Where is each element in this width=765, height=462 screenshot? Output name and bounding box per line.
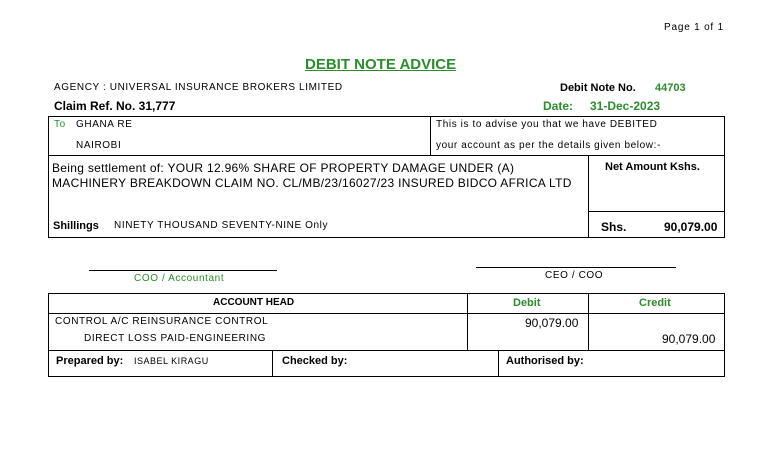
authorised-by-label: Authorised by: [506,355,584,367]
ceo-signature-caption: CEO / COO [545,270,604,281]
row-2-credit: 90,079.00 [662,332,716,346]
account-head-header: ACCOUNT HEAD [213,297,295,308]
document-title: DEBIT NOTE ADVICE [305,56,457,73]
coo-signature-line [89,270,277,271]
to-name: GHANA RE [76,119,133,130]
agency-line: AGENCY : UNIVERSAL INSURANCE BROKERS LIMITED [54,82,343,93]
row-2-account: DIRECT LOSS PAID-ENGINEERING [84,333,267,344]
prepared-by-name: ISABEL KIRAGU [134,356,209,366]
date-label: Date: [543,99,574,113]
net-amount-header: Net Amount Kshs. [605,161,700,173]
to-label: To [54,119,66,130]
amount-in-words: NINETY THOUSAND SEVENTY-NINE Only [114,220,329,231]
date-value: 31-Dec-2023 [590,99,661,113]
row-1-account: CONTROL A/C REINSURANCE CONTROL [55,316,269,327]
settlement-description: Being settlement of: YOUR 12.96% SHARE OF PROPERTY DAMAGE UNDER (A) MACHINERY BREAKDOWN CLAIM NO. CL/MB/23/16027/23 INSURED BIDCO AFRICA LTD [52,161,572,190]
row-1-debit: 90,079.00 [525,316,579,330]
checked-by-label: Checked by: [282,355,348,367]
debit-note-label: Debit Note No. [560,82,636,94]
debit-header: Debit [513,297,541,309]
to-city: NAIROBI [76,140,122,151]
coo-signature-caption: COO / Accountant [134,273,225,284]
credit-header: Credit [639,297,671,309]
prepared-by-label: Prepared by: [56,355,124,367]
advice-line-2: your account as per the details given below:- [436,140,661,151]
claim-ref: Claim Ref. No. 31,777 [54,99,176,113]
ceo-signature-line [476,267,676,268]
page-indicator: Page 1 of 1 [664,22,724,33]
advice-line-1: This is to advise you that we have DEBITED [436,119,658,130]
shillings-label: Shillings [53,220,99,232]
debit-note-number: 44703 [655,82,686,94]
net-amount-value: 90,079.00 [664,220,718,234]
shs-label: Shs. [601,220,627,234]
